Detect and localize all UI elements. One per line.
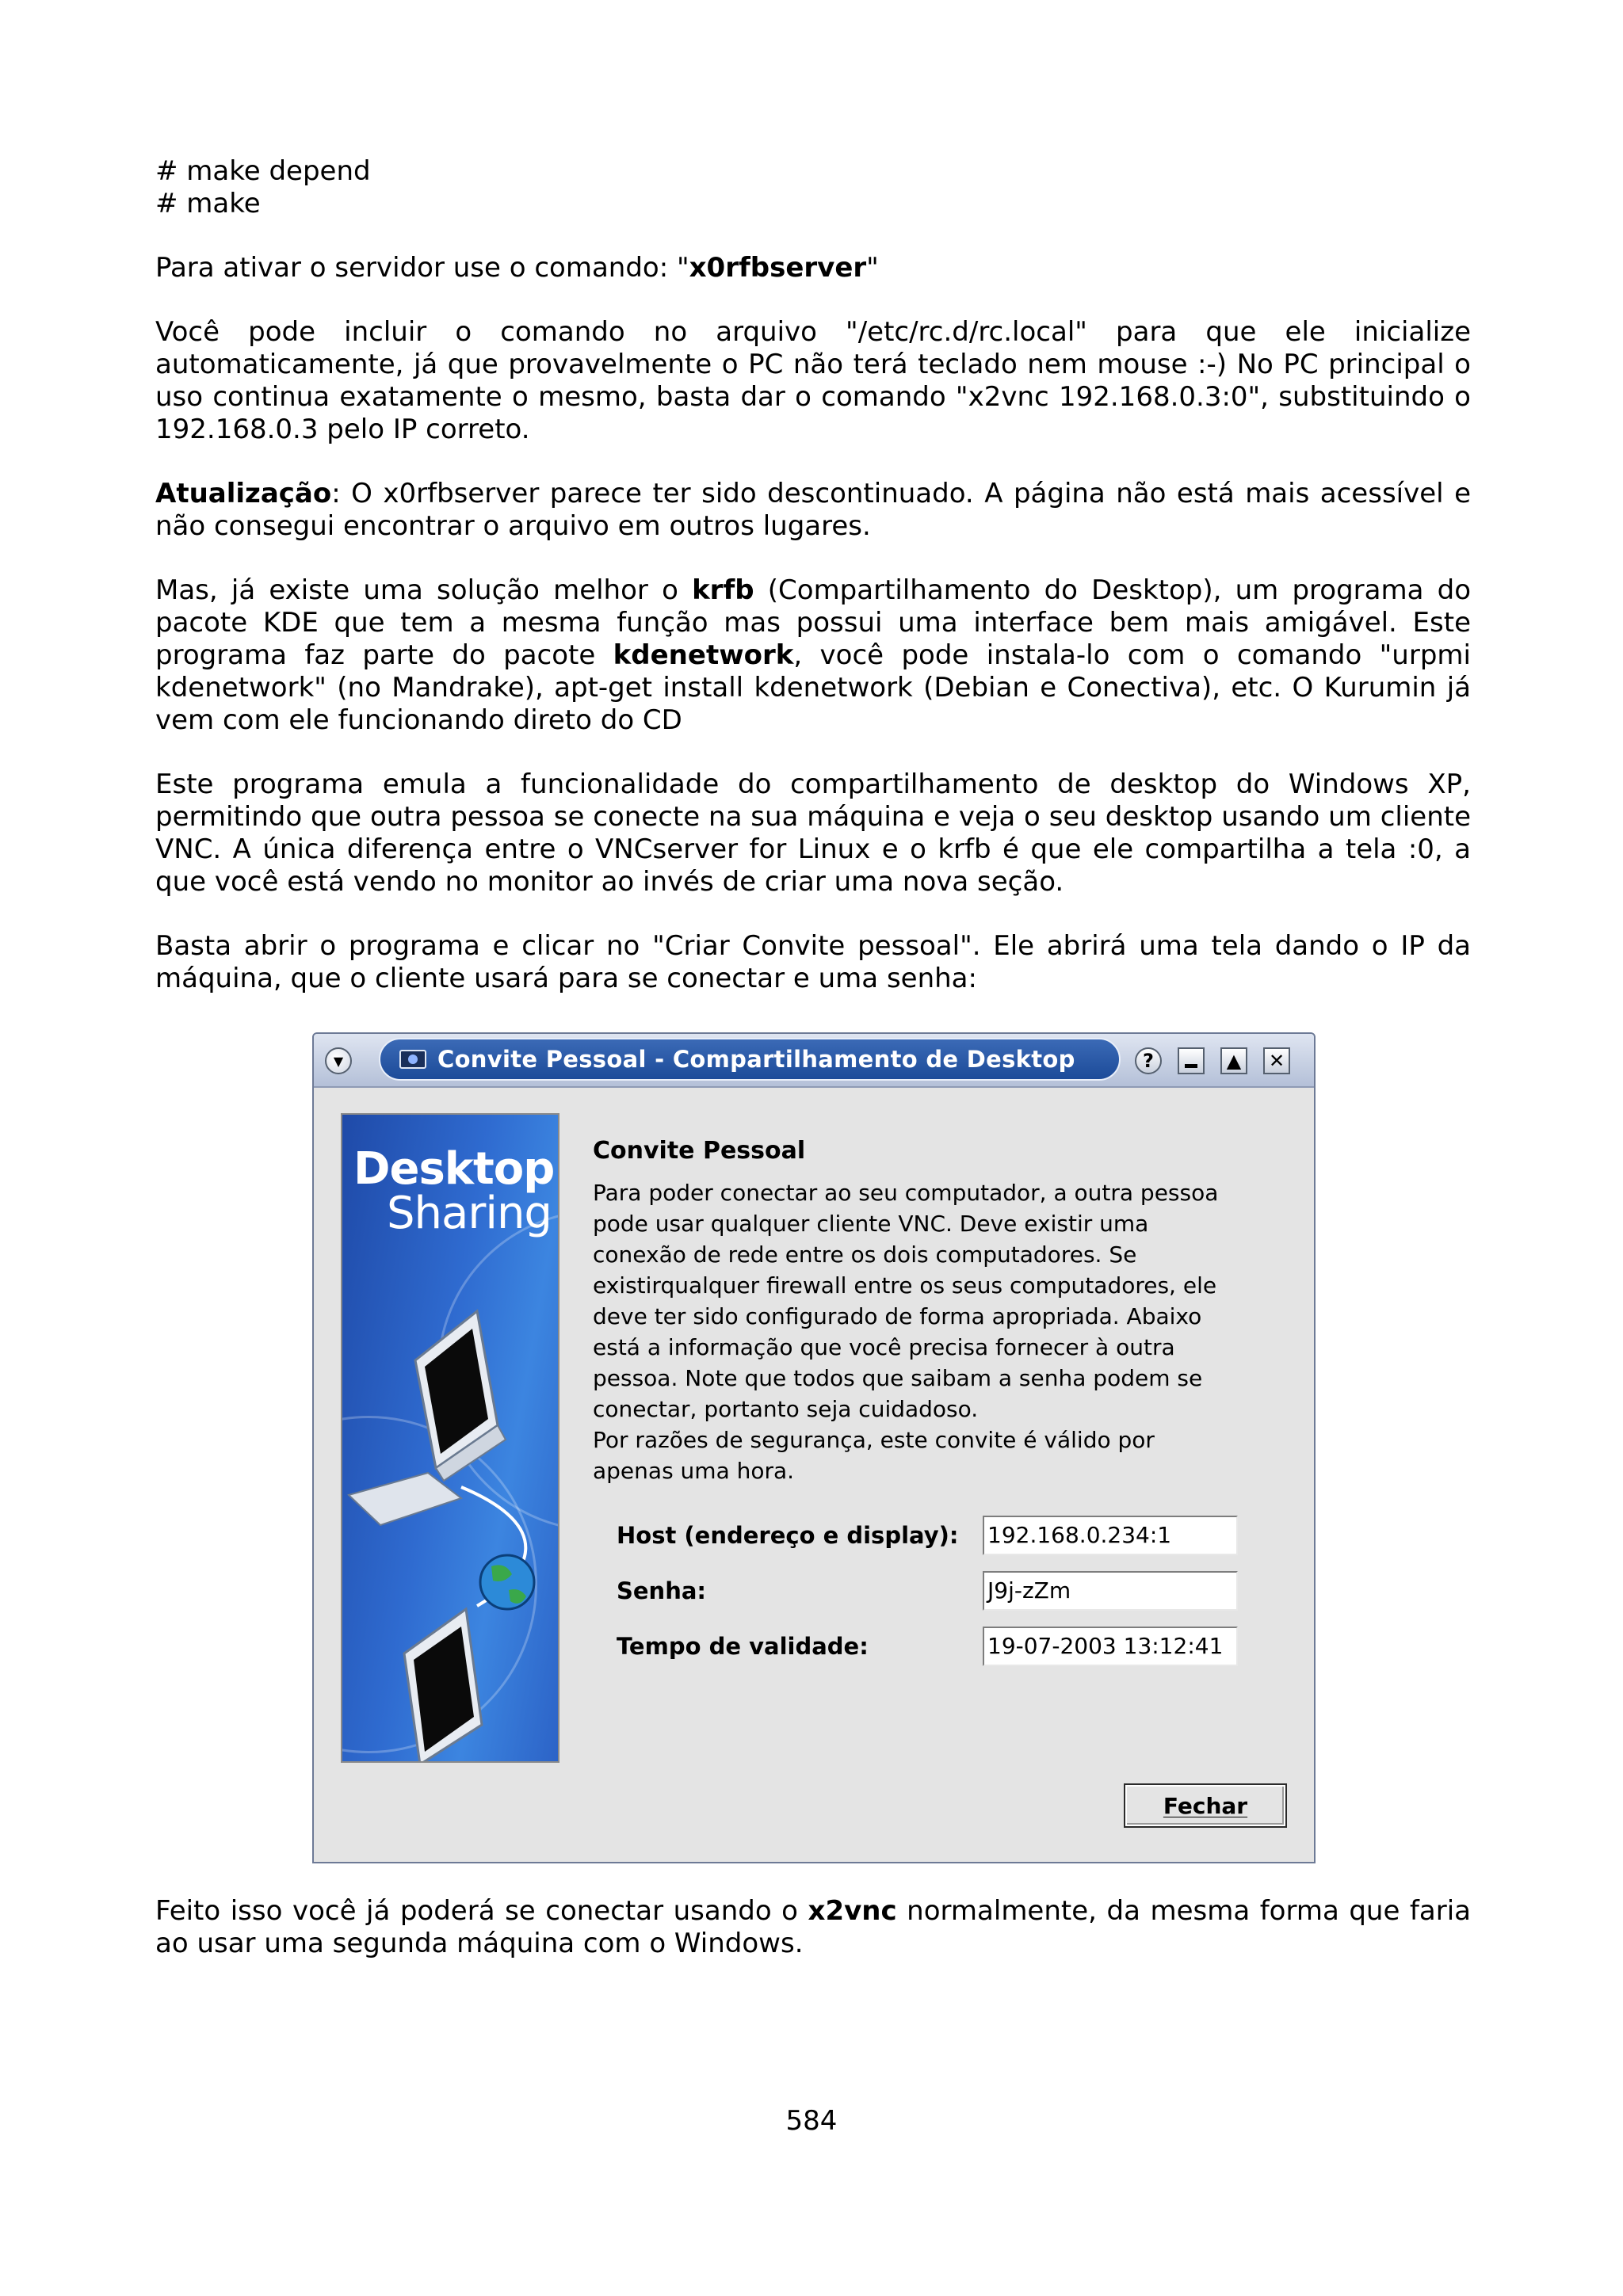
invitation-heading: Convite Pessoal xyxy=(593,1137,806,1165)
password-field[interactable]: J9j-zZm xyxy=(983,1571,1238,1611)
title-bar xyxy=(314,1034,1314,1088)
description-line: pessoa. Note que todos que saibam a senha podem se xyxy=(593,1365,1203,1391)
description-line: conectar, portanto seja cuidadoso. xyxy=(593,1396,979,1422)
text-run: normalmente, da mesma forma que faria ao usar uma segunda máquina com o Windows. xyxy=(155,1895,1472,1959)
invitation-content xyxy=(593,1137,1282,1486)
expiry-label: Tempo de validade: xyxy=(617,1633,869,1660)
help-icon[interactable]: ? xyxy=(1135,1047,1162,1074)
code-line: # make xyxy=(155,188,261,219)
page-number: 584 xyxy=(785,2105,838,2137)
code-line: # make depend xyxy=(155,155,371,187)
command-name: x0rfbserver xyxy=(689,252,867,284)
password-label: Senha: xyxy=(617,1577,707,1604)
paragraph-conclusion xyxy=(155,1895,1471,1960)
description-line: Por razões de segurança, este convite é válido por xyxy=(593,1427,1155,1453)
app-icon xyxy=(399,1050,426,1069)
dialog-title: Convite Pessoal - Compartilhamento de Desktop xyxy=(437,1046,1075,1073)
desktop-sharing-banner xyxy=(341,1113,559,1763)
code-block xyxy=(155,155,1471,220)
text-run: : O x0rfbserver parece ter sido descontinuado. A página não está mais acessível e não consegui encontrar o arquivo em outros lugares. xyxy=(155,478,1471,542)
text-run: Mas, já existe uma solução melhor o xyxy=(155,574,693,606)
host-row xyxy=(617,1516,1258,1557)
update-label: Atualização xyxy=(155,478,332,509)
expiry-field[interactable]: 19-07-2003 13:12:41 xyxy=(983,1627,1238,1666)
close-button[interactable] xyxy=(1124,1783,1287,1828)
program-name: x2vnc xyxy=(808,1895,897,1927)
close-icon[interactable]: ✕ xyxy=(1263,1047,1290,1074)
document-body xyxy=(155,155,1471,1027)
password-row xyxy=(617,1571,1258,1612)
description-line: apenas uma hora. xyxy=(593,1458,795,1484)
invitation-description xyxy=(593,1177,1282,1486)
title-pill xyxy=(379,1038,1121,1081)
description-line: está a informação que você precisa fornecer à outra xyxy=(593,1334,1175,1360)
paragraph-update xyxy=(155,478,1471,543)
host-label: Host (endereço e display): xyxy=(617,1522,959,1549)
menu-icon[interactable]: ▼ xyxy=(325,1047,352,1074)
description-line: existirqualquer firewall entre os seus computadores, ele xyxy=(593,1272,1217,1299)
maximize-icon[interactable]: ▲ xyxy=(1220,1047,1247,1074)
description-line: conexão de rede entre os dois computadores. Se xyxy=(593,1241,1137,1268)
package-name: kdenetwork xyxy=(613,639,794,671)
paragraph-activate-server xyxy=(155,252,1471,284)
banner-title-desktop: Desktop xyxy=(353,1143,555,1195)
text-run: (Compartilhamento do Desktop), um programa do pacote KDE que tem a mesma função mas possui uma interface bem mais amigável. Este programa faz parte do pacote xyxy=(155,574,1472,671)
program-name: krfb xyxy=(692,574,754,606)
text-run: " xyxy=(866,252,879,284)
description-line: pode usar qualquer cliente VNC. Deve existir uma xyxy=(593,1211,1149,1237)
paragraph-krfb xyxy=(155,574,1471,737)
computer-icon xyxy=(342,1115,559,1763)
close-button-label: Fechar xyxy=(1163,1792,1248,1819)
description-line: deve ter sido configurado de forma apropriada. Abaixo xyxy=(593,1303,1202,1329)
paragraph-rc-local: Você pode incluir o comando no arquivo "/etc/rc.d/rc.local" para que ele inicialize automaticamente, já que provavelmente o PC não terá teclado nem mouse :-) No PC principal o uso continua exatamente o mesmo, basta dar o comando "x2vnc 192.168.0.3:0", substituindo o 192.168.0.3 pelo IP correto. xyxy=(155,316,1471,445)
banner-title-sharing: Sharing xyxy=(387,1188,552,1239)
document-body-after xyxy=(155,1895,1471,1992)
host-field[interactable]: 192.168.0.234:1 xyxy=(983,1516,1238,1555)
paragraph-open-program: Basta abrir o programa e clicar no "Criar Convite pessoal". Ele abrirá uma tela dando o IP da máquina, que o cliente usará para se conectar e uma senha: xyxy=(155,930,1471,994)
expiry-row xyxy=(617,1627,1258,1668)
minimize-icon[interactable] xyxy=(1178,1047,1205,1074)
text-run: , você pode instala-lo com o comando "urpmi kdenetwork" (no Mandrake), apt-get install kdenetwork (Debian e Conectiva), etc. O Kurumin já vem com ele funcionando direto do CD xyxy=(155,639,1471,736)
paragraph-emulates-xp: Este programa emula a funcionalidade do compartilhamento de desktop do Windows XP, permitindo que outra pessoa se conecte na sua máquina e veja o seu desktop usando um cliente VNC. A única diferença entre o VNCserver for Linux e o krfb é que ele compartilha a tela :0, a que você está vendo no monitor ao invés de criar uma nova seção. xyxy=(155,769,1471,898)
desktop-sharing-dialog xyxy=(312,1032,1316,1863)
text-run: Para ativar o servidor use o comando: " xyxy=(155,252,689,284)
text-run: Feito isso você já poderá se conectar usando o xyxy=(155,1895,808,1927)
description-line: Para poder conectar ao seu computador, a outra pessoa xyxy=(593,1180,1219,1206)
